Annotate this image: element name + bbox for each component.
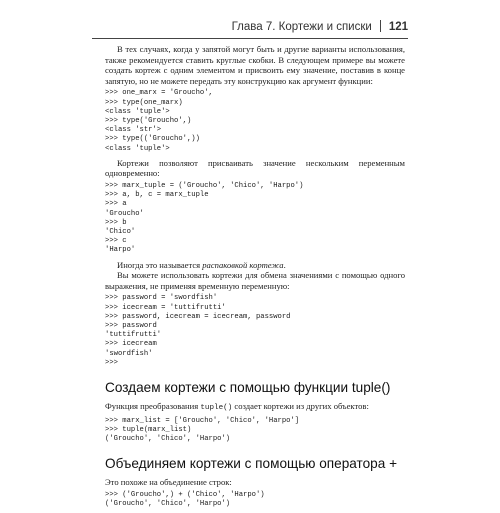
- header-separator: [380, 20, 381, 32]
- chapter-title: Глава 7. Кортежи и списки: [231, 21, 372, 33]
- paragraph-intro: В тех случаях, когда у запятой могут быть и другие варианты использования, также рекомендуется ставить круглые скобки. В следующем примере вы можете создать кортеж с одним элементом и присвоить ему значение, поставив в конце запятую, но не можете передать эту конструкцию как аргумент функции:: [105, 44, 405, 86]
- tuple-function-text: Функция преобразования: [105, 401, 201, 412]
- paragraph-unpacking-note: [105, 260, 405, 271]
- code-block-swap: >>> password = 'swordfish' >>> icecream = 'tuttifrutti' >>> password, icecream = icecream, password >>> password 'tuttifrutti' >>> icecream 'swordfish' >>>: [105, 294, 291, 367]
- paragraph-concatenation: Это похоже на объединение строк:: [105, 477, 232, 488]
- code-block-unpacking: >>> marx_tuple = ('Groucho', 'Chico', 'Harpo') >>> a, b, c = marx_tuple >>> a 'Groucho' >>> b 'Chico' >>> c 'Harpo': [105, 181, 304, 255]
- unpacking-end: .: [283, 259, 286, 270]
- tuple-function-text-end: создает кортежи из других объектов:: [232, 401, 369, 412]
- paragraph-multiple-assign: Кортежи позволяют присваивать значение нескольким переменным одновременно:: [105, 157, 405, 179]
- unpacking-text: Иногда это называется: [117, 259, 203, 270]
- code-block-concatenation: >>> ('Groucho',) + ('Chico', 'Harpo') ('Groucho', 'Chico', 'Harpo'): [105, 490, 265, 509]
- paragraph-tuple-function: [105, 401, 405, 414]
- section-heading-concatenation: Объединяем кортежи с помощью оператора +: [105, 456, 398, 472]
- code-block-type-examples: >>> one_marx = 'Groucho', >>> type(one_marx) <class 'tuple'> >>> type('Groucho',) <class 'str'> >>> type(('Groucho',)) <class 'tuple'>: [105, 89, 213, 153]
- page-content: [105, 44, 405, 513]
- section-heading-tuple-function: Создаем кортежи с помощью функции tuple(): [105, 380, 391, 396]
- running-head: [232, 20, 408, 33]
- unpacking-term: распаковкой кортежа: [202, 259, 284, 270]
- paragraph-swap: Вы можете использовать кортежи для обмена значениями с помощью одного выражения, не применяя временную переменную:: [105, 270, 405, 291]
- tuple-function-code: tuple(): [200, 404, 233, 413]
- page-number: 121: [388, 21, 408, 33]
- code-block-tuple-function: >>> marx_list = ['Groucho', 'Chico', 'Harpo'] >>> tuple(marx_list) ('Groucho', 'Chico', 'Harpo'): [105, 416, 300, 444]
- running-header: [92, 20, 408, 39]
